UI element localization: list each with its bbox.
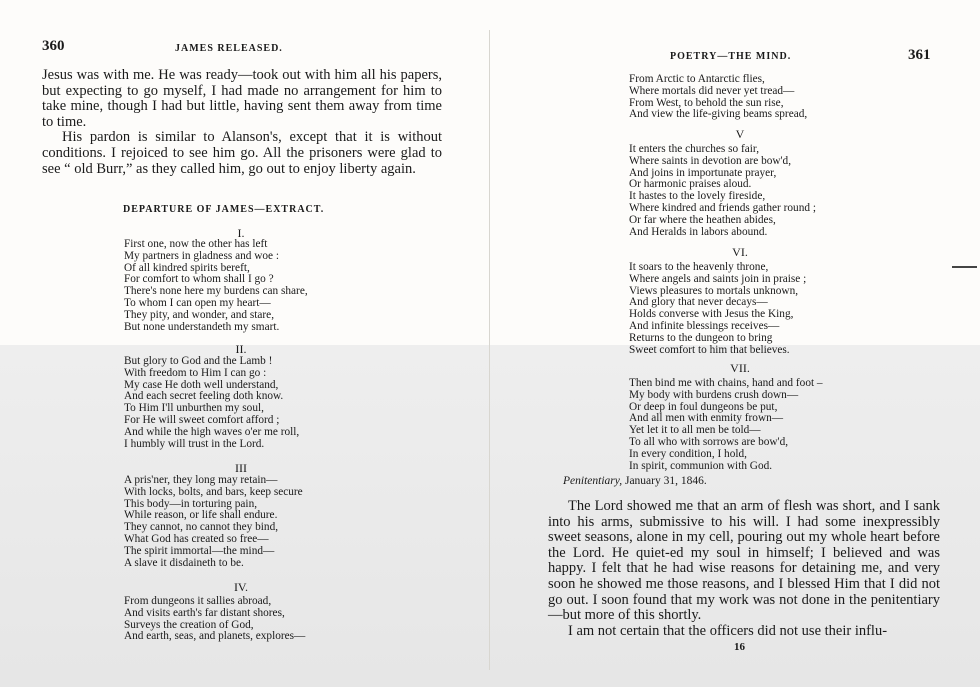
stanza-number: III [235,461,247,475]
verse-line: A slave it disdaineth to be. [124,556,244,569]
verse-line: Surveys the creation of God, [124,618,254,631]
verse-line: From West, to behold the sun rise, [629,96,784,109]
verse-line: What God has created so free— [124,532,269,545]
margin-mark [952,266,977,268]
verse-line: And each secret feeling doth know. [124,390,284,403]
verse-line: From dungeons it sallies abroad, [124,595,272,607]
signature-place: Penitentiary, [563,475,623,487]
stanza [124,596,305,643]
verse-line: Yet let it to all men be told— [629,424,761,437]
verse-line: And Heralds in labors abound. [629,225,768,238]
stanza [124,356,299,450]
paragraph: His pardon is similar to Alanson's, except that it is without conditions. I rejoiced to see him go. All the prisoners were glad to see “ old Burr,” as they called him, go out to enjoy liberty again. [42,129,442,177]
verse-line: Views pleasures to mortals unknown, [629,284,799,297]
verse-line: To Him I'll unburthen my soul, [124,402,264,415]
stanza [124,239,308,333]
verse-line: And joins in importunate prayer, [629,166,777,179]
verse-line: Then bind me with chains, hand and foot – [629,377,823,389]
paragraph: I am not certain that the officers did not use their influ- [568,622,888,639]
running-head-left: JAMES RELEASED. [175,43,283,54]
verse-line: From Arctic to Antarctic flies, [629,73,765,85]
verse-line: A pris'ner, they long may retain— [124,474,278,486]
verse-line: The spirit immortal—the mind— [124,544,275,557]
verse-line: Where angels and saints join in praise ; [629,272,807,285]
paragraph: The Lord showed me that an arm of flesh was short, and I sank into his arms, submissive to his will. I had some inexpressibly sweet seasons, alone in my cell, pouring out my whole heart before the Lord. He quiet-ed my soul in himself; I believed and was happy. I felt that he had wise reasons for detaining me, and very soon he showed me those reasons, and I blessed Him that I did not go out. I soon found that my work was not done in the penitentiary—but more of this shortly. [548,498,940,624]
verse-line: My case He doth well understand, [124,378,279,391]
verse-line: My partners in gladness and woe : [124,249,279,262]
stanza [629,74,807,121]
right-prose [548,499,940,639]
verse-line: And glory that never decays— [629,296,768,309]
signature-folio: 16 [734,641,745,653]
verse-line: They pity, and wonder, and stare, [124,308,275,321]
verse-line: Sweet comfort to him that believes. [629,343,790,356]
verse-line: It enters the churches so fair, [629,143,760,155]
poem-title: DEPARTURE OF JAMES—EXTRACT. [123,204,325,215]
page-number-right: 361 [908,47,931,63]
verse-line: It hastes to the lovely fireside, [629,190,766,203]
verse-line: Returns to the dungeon to bring [629,331,773,344]
stanza [124,475,303,569]
verse-line: Holds converse with Jesus the King, [629,308,794,321]
verse-line: It soars to the heavenly throne, [629,261,769,273]
verse-line: But none understandeth my smart. [124,320,280,333]
verse-line: But glory to God and the Lamb ! [124,355,273,367]
verse-line: In every condition, I hold, [629,447,747,460]
verse-line: And view the life-giving beams spread, [629,108,808,121]
verse-line: There's none here my burdens can share, [124,285,308,298]
verse-line: To whom I can open my heart— [124,296,271,309]
stanza-number: IV. [233,580,249,594]
verse-line: They cannot, no cannot they bind, [124,521,279,534]
verse-line: And earth, seas, and planets, explores— [124,630,306,643]
stanza-number: I. [237,226,245,240]
stanza-number: VI. [732,245,748,259]
stanza [629,378,823,472]
verse-line: Or harmonic praises aloud. [629,178,752,191]
verse-line: Where mortals did never yet tread— [629,84,795,97]
verse-line: While reason, or life shall endure. [124,509,278,522]
verse-line: This body—in torturing pain, [124,497,258,510]
verse-line: For He will sweet comfort afford ; [124,413,280,426]
left-prose [42,68,442,177]
signature-date: January 31, 1846. [624,475,707,487]
verse-line: Or deep in foul dungeons be put, [629,400,778,413]
verse-line: My body with burdens crush down— [629,388,799,401]
stanza [629,262,806,356]
stanza-number: II. [235,342,247,356]
verse-line: To all who with sorrows are bow'd, [629,435,789,448]
verse-line: Or far where the heathen abides, [629,213,776,226]
stanza-number: VII. [730,361,750,375]
right-page [490,0,980,687]
paragraph: Jesus was with me. He was ready—took out with him all his papers, but expecting to go myself, I had made no arrangement for him to take mine, though I had but little, having sent them away from time to time. [42,67,442,130]
verse-line: And all men with enmity frown— [629,412,784,425]
verse-line: And while the high waves o'er me roll, [124,425,300,438]
verse-line: With locks, bolts, and bars, keep secure [124,485,303,498]
verse-line: Of all kindred spirits bereft, [124,261,250,274]
poem-signature [563,475,707,487]
verse-line: In spirit, communion with God. [629,459,773,472]
verse-line: Where saints in devotion are bow'd, [629,154,792,167]
page-number-left: 360 [42,38,65,54]
stanza [629,144,816,238]
stanza-number: V [735,127,745,141]
running-head-right: POETRY—THE MIND. [670,51,792,62]
verse-line: I humbly will trust in the Lord. [124,437,265,450]
verse-line: And visits earth's far distant shores, [124,606,285,619]
verse-line: For comfort to whom shall I go ? [124,273,274,286]
verse-line: With freedom to Him I can go : [124,366,267,379]
verse-line: And infinite blessings receives— [629,319,780,332]
verse-line: Where kindred and friends gather round ; [629,201,816,214]
verse-line: First one, now the other has left [124,238,268,250]
